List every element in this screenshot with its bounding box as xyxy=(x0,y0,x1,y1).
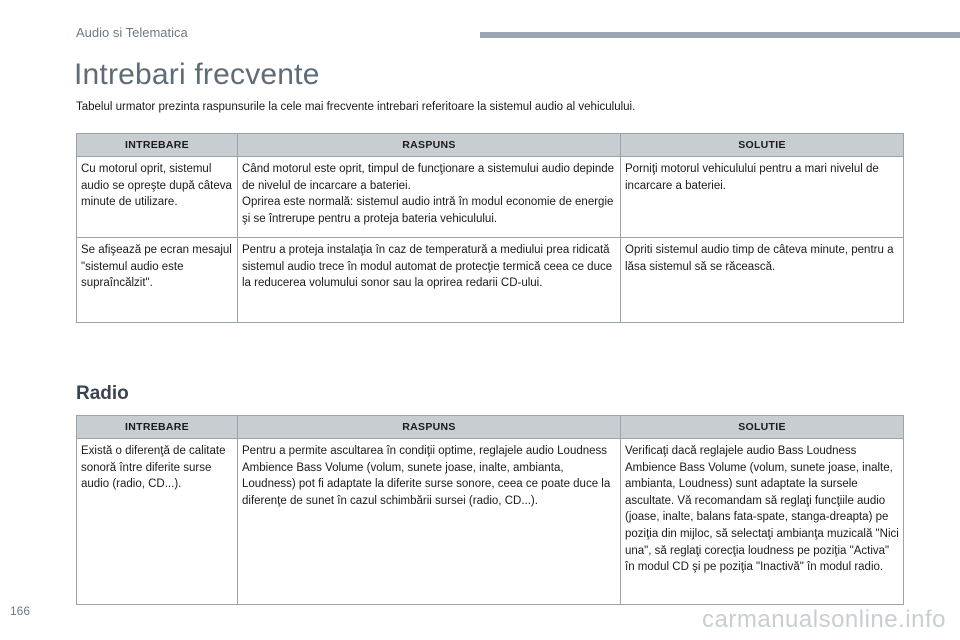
page-title: Intrebari frecvente xyxy=(74,58,320,91)
page-number: 166 xyxy=(10,604,31,618)
column-header-answer: RASPUNS xyxy=(238,134,621,157)
column-header-solution: SOLUTIE xyxy=(621,416,904,439)
column-header-answer: RASPUNS xyxy=(238,416,621,439)
radio-faq-table xyxy=(76,415,904,605)
answer-cell: Pentru a proteja instalaţia în caz de temperatură a mediului prea ridicată sistemul audio trece în modul automat de protecţie termică ceea ce duce la reducerea volumului sonor sau la oprirea redarii CD-ului. xyxy=(238,238,621,323)
answer-cell: Pentru a permite ascultarea în condiţii optime, reglajele audio Loudness Ambience Bass Volume (volum, sunete joase, inalte, ambianta, Loudness) pot fi adaptate la diferite surse sonore, ceea ce poate duce la diferenţe de sunet în cazul schimbării sursei (radio, CD...). xyxy=(238,439,621,605)
answer-cell: Când motorul este oprit, timpul de funcţionare a sistemului audio depinde de nivelul de incarcare a bateriei. Oprirea este normală: sistemul audio intră în modul economie de energie şi se întrerupe pentru a proteja bateria vehiculului. xyxy=(238,157,621,238)
solution-cell: Opriti sistemul audio timp de câteva minute, pentru a lăsa sistemul să se răcească. xyxy=(621,238,904,323)
section-header: Audio si Telematica xyxy=(76,25,188,40)
radio-table-header xyxy=(77,416,904,439)
faq-table-header xyxy=(77,134,904,157)
solution-cell: Porniţi motorul vehiculului pentru a mari nivelul de incarcare a bateriei. xyxy=(621,157,904,238)
question-cell: Cu motorul oprit, sistemul audio se opreşte după câteva minute de utilizare. xyxy=(77,157,238,238)
column-header-solution: SOLUTIE xyxy=(621,134,904,157)
radio-section-title: Radio xyxy=(76,383,129,404)
question-cell: Există o diferenţă de calitate sonoră între diferite surse audio (radio, CD...). xyxy=(77,439,238,605)
question-cell: Se afişează pe ecran mesajul "sistemul audio este supraîncălzit". xyxy=(77,238,238,323)
table-row xyxy=(77,157,904,238)
table-row xyxy=(77,439,904,605)
solution-cell: Verificaţi dacă reglajele audio Bass Loudness Ambience Bass Volume (volum, sunete joase, inalte, ambianta, Loudness) sunt adaptate la sursele ascultate. Vă recomandam să reglaţi funcţiile audio (joase, inalte, balans fata-spate, stanga-dreapta) pe poziţia din mijloc, să selectaţi ambianţa muzicală "Nici una", să reglaţi corecţia loudness pe poziţia "Activa" în modul CD şi pe poziţia "Inactivă" în modul radio. xyxy=(621,439,904,605)
faq-table xyxy=(76,133,904,323)
watermark: carmanualsonline.info xyxy=(702,606,946,633)
column-header-question: INTREBARE xyxy=(77,416,238,439)
header-divider-bar xyxy=(480,32,960,38)
column-header-question: INTREBARE xyxy=(77,134,238,157)
table-row xyxy=(77,238,904,323)
intro-text: Tabelul urmator prezinta raspunsurile la cele mai frecvente intrebari referitoare la sistemul audio al vehiculului. xyxy=(76,101,636,113)
